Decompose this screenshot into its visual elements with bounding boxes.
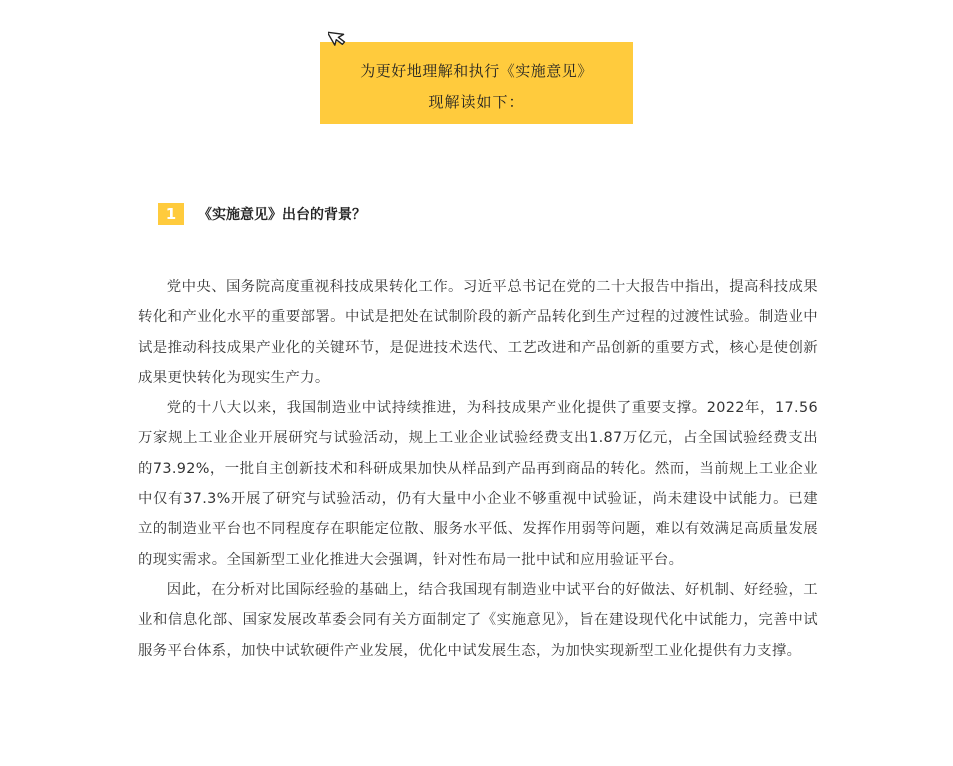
intro-banner (320, 42, 633, 124)
section-number-badge: 1 (158, 203, 184, 225)
cursor-arrow-icon (328, 26, 352, 50)
section-heading (158, 203, 366, 225)
article-body (138, 272, 818, 666)
banner-line-2: 现解读如下： (428, 93, 525, 111)
section-title: 《实施意见》出台的背景？ (198, 207, 366, 223)
banner-line-1: 为更好地理解和执行《实施意见》 (360, 62, 593, 80)
paragraph: 因此，在分析对比国际经验的基础上，结合我国现有制造业中试平台的好做法、好机制、好经验，工业和信息化部、国家发展改革委会同有关方面制定了《实施意见》，旨在建设现代化中试能力，完善中试服务平台体系，加快中试软硬件产业发展，优化中试发展生态，为加快实现新型工业化提供有力支撑。 (138, 581, 818, 659)
paragraph: 党中央、国务院高度重视科技成果转化工作。习近平总书记在党的二十大报告中指出，提高科技成果转化和产业化水平的重要部署。中试是把处在试制阶段的新产品转化到生产过程的过渡性试验。制造业中试是推动科技成果产业化的关键环节，是促进技术迭代、工艺改进和产品创新的重要方式，核心是使创新成果更快转化为现实生产力。 (138, 279, 818, 386)
paragraph: 党的十八大以来，我国制造业中试持续推进，为科技成果产业化提供了重要支撑。2022年，17.56万家规上工业企业开展研究与试验活动，规上工业企业试验经费支出1.87万亿元，占全国试验经费支出的73.92%，一批自主创新技术和科研成果加快从样品到产品再到商品的转化。然而，当前规上工业企业中仅有37.3%开展了研究与试验活动，仍有大量中小企业不够重视中试验证，尚未建设中试能力。已建立的制造业平台也不同程度存在职能定位散、服务水平低、发挥作用弱等问题，难以有效满足高质量发展的现实需求。全国新型工业化推进大会强调，针对性布局一批中试和应用验证平台。 (138, 400, 818, 568)
